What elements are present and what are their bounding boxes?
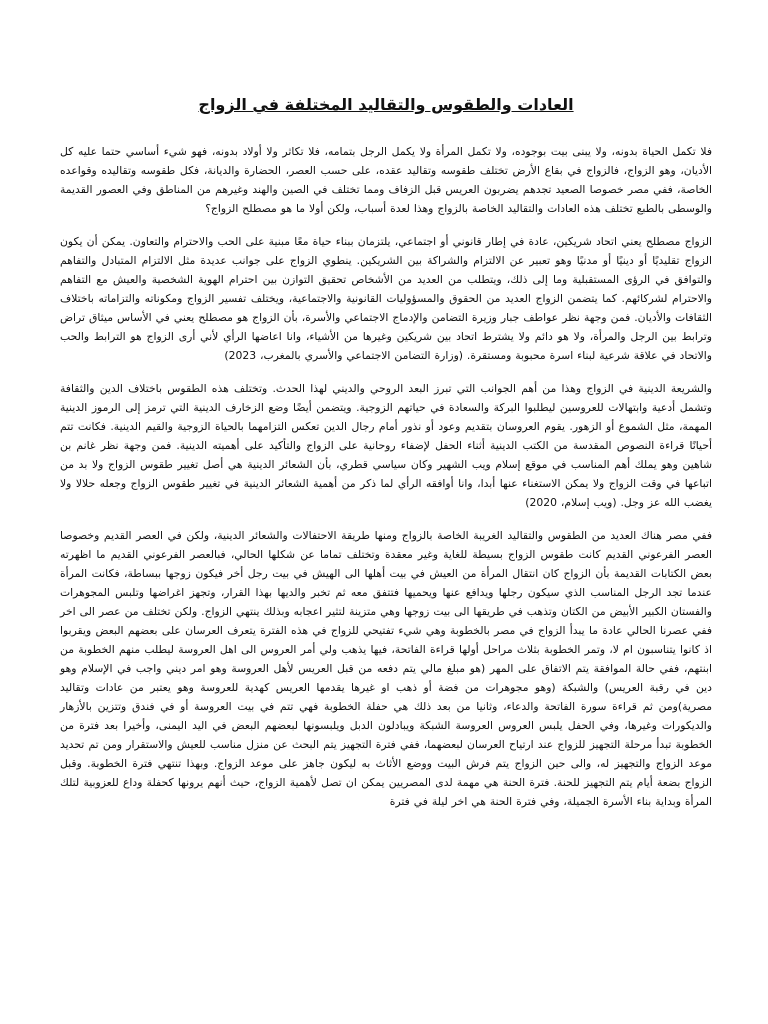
paragraph-intro: فلا تكمل الحياة بدونه، ولا يبنى بيت بوجوده، ولا تكمل المرأة ولا يكمل الرجل بتمامه، فلا تكاثر ولا أولاد بدونه، فهو شيء أساسي حتما عليه كل الأديان، وهو الزواج، فالزواج في بقاع الأرض تختلف طقوسه وتقاليد عقده، على حسب العصر، الحضارة والديانة، فكل طقوسه وتقاليده وقواعده الخاصة، ففي مصر خصوصا الصعيد تجدهم يضربون العريس قبل الزفاف ومما تختلف في الصين والهند وغيرهم من المناطق وفي العصور القديمة والوسطى بالطبع تختلف هذه العادات والتقاليد الخاصة بالزواج وهذا لعدة أسباب، ولكن أولا ما هو مصطلح الزواج؟	[60, 145, 712, 215]
paragraph-religious-rites: والشريعة الدينية في الزواج وهذا من أهم الجوانب التي تبرز البعد الروحي والديني لهذا الحدث. وتختلف هذه الطقوس باختلاف الدين والثقافة وتشمل أدعية وابتهالات للعروسين ليطلبوا البركة والسعادة في حياتهم الزوجية. ويتضمن أيضًا وضع الزخارف الدينية التي ترمز إلى الرموز الدينية المهمة، مثل الشموع أو الزهور. يقوم العروسان بتقديم وعود أو نذور أمام رجال الدين تعكس التزامهما بالحياة الزوجية والقيم الدينية. فكانت تتم أحيانًا قراءة النصوص المقدسة من الكتب الدينية أثناء الحفل لإضفاء روحانية على الزواج والتأكيد على أهميته الدينية. فمن وجهة نظر غانم بن شاهين وهو يملك أهم المناسب في موقع إسلام ويب الشهير وكان سياسي قطري، بأن الشعائر الدينية هي أصل تغيير طقوس الزواج ولا بد من اتباعها في وقت الزواج ولا يمكن الاستغناء عنها أبدا، وانا أوافقه الرأي لما ذكر من أهمية الشعائر الدينية في تغيير طقوس الزواج وجعله حلالا ولا يغضب الله عز وجل. (ويب إسلام، 2020)	[60, 382, 712, 509]
document-title: العادات والطقوس والتقاليد المختلفة في الزواج	[198, 95, 574, 114]
paragraph-marriage-definition: الزواج مصطلح يعني اتحاد شريكين، عادة في إطار قانوني أو اجتماعي، يلتزمان ببناء حياة معًا مبنية على الحب والاحترام والتعاون. يمكن أن يكون الزواج تقليديًا أو دينيًا أو مدنيًا وهو تعبير عن الالتزام والشراكة بين الشريكين. ينطوي الزواج على جوانب عديدة مثل الالتزام المتبادل والتفاهم والتوافق في الرؤى المستقبلية وما إلى ذلك، ويتطلب من العديد من الأشخاص تحقيق التوازن بين احترام الهوية الشخصية والعيش مع التفاهم والاحترام لشركائهم. كما يتضمن الزواج العديد من الحقوق والمسؤوليات القانونية والاجتماعية، ويختلف تفسير الزواج ومكوناته والتزاماته باختلاف الثقافات والأديان. فمن وجهة نظر عواطف جبار وزيرة التضامن والإدماج الاجتماعي والأسرة، بأن الزواج هو مصطلح يعني في الأساس ميثاق تراض وترابط بين الرجل والمرأة، ولا هو دائم ولا يشترط اتحاد بين شريكين وغيرها من الأشياء، وانا اعاضها الرأي لأني أرى الزواج هو الترابط والحب والاتحاد في علاقة شرعية لبناء اسرة محبوبة ومستقرة. (وزارة التضامن الاجتماعي والأسري بالمغرب، 2023)	[60, 235, 712, 362]
paragraph-egypt-customs: ففي مصر هناك العديد من الطقوس والتقاليد الغريبة الخاصة بالزواج ومنها طريقة الاحتفالات والشعائر الدينية، ولكن في العصر القديم وخصوصا العصر الفرعوني القديم كانت طقوس الزواج بسيطة للغاية وغير معقدة وتختلف تماما عن شكلها الحالي، فبالعصر الفرعوني القديم ما اظهرته بعض الكتابات القديمة بأن الزواج كان انتقال المرأة من العيش في بيت أهلها الى الهيش في بيت رجل أخر فيكون زوجها ببساطة، فكانت المرأة عندما تجد الرجل المناسب الذي سيكون رجلها ويدافع عنها ويحميها فتتفق معه ثم تخبر والديها بهذا القرار، وتجهز اغراضها وتلبس المجوهرات والفستان الكبير الأبيض من الكتان وتذهب في طريقها الى بيت زوجها وهي متزينة لتثير اعجابه وبذلك ينتهي الزواج. ولكن تختلف من عصر الى اخر ففي عصرنا الحالي عادة ما يبدأ الزواج في مصر بالخطوبة وهي شيء تفتيحي للزواج في هذه الفترة يتعرف العرسان على بعضهم البعض ويقربوا اذ كانوا يتناسبون ام لا، وتمر الخطوبة بثلاث مراحل أولها قراءة الفاتحة، فيها يذهب ولي أمر العروس الى اهل العروسة ليطلب منهم الخطوبة من ابنتهم، ففي حالة الموافقة يتم الاتفاق على المهر (هو مبلغ مالي يتم دفعه من قبل العريس لأهل العروسة وهو امر ديني واجب في الإسلام وهو دين في رقبة العريس) والشبكة (وهو مجوهرات من فضة أو ذهب او غيرها يقدمها العريس كهدية للعروسة وهو يعتبر من عادات وتقاليد مصرية)ومن ثم قراءة سورة الفاتحة والدعاء، وثانيا من بعد ذلك هي حفلة الخطوبة فهي تتم في بيت العروسة أو في فندق وتتزين بالأزهار والديكورات وغيرها، وفي الحفل يلبس العروس العروسة الشبكة ويبادلون الدبل ويلبسونها لبعضهم البعض في اليد اليمنى، وأخيرا بعد فترة من الخطوبة تبدأ مرحلة التجهيز للزواج عند ارتياح العرسان لبعضهما، ففي فترة التجهيز يتم البحث عن منزل مناسب للعيش والاستقرار ومن تم تحديد موعد الزواج والتجهيز له، والى حين الزواج يتم فرش البيت ووضع الأثاث به ليكون جاهز على موعد الزواج. وبهذا تنتهي فترة الخطوبة. وقبل الزواج بضعة أيام يتم التجهيز للحنة. فترة الحنة هي مهمة لدى المصريين يمكن ان تصل لأهمية الزواج، حيث أنهم يرونها كحفلة وداع للعزوبية لتلك المرأة وبداية بناء الأسرة الجميلة، وفي فترة الحنة هي اخر ليلة في فترة	[60, 529, 712, 808]
document-page	[60, 0, 712, 1024]
